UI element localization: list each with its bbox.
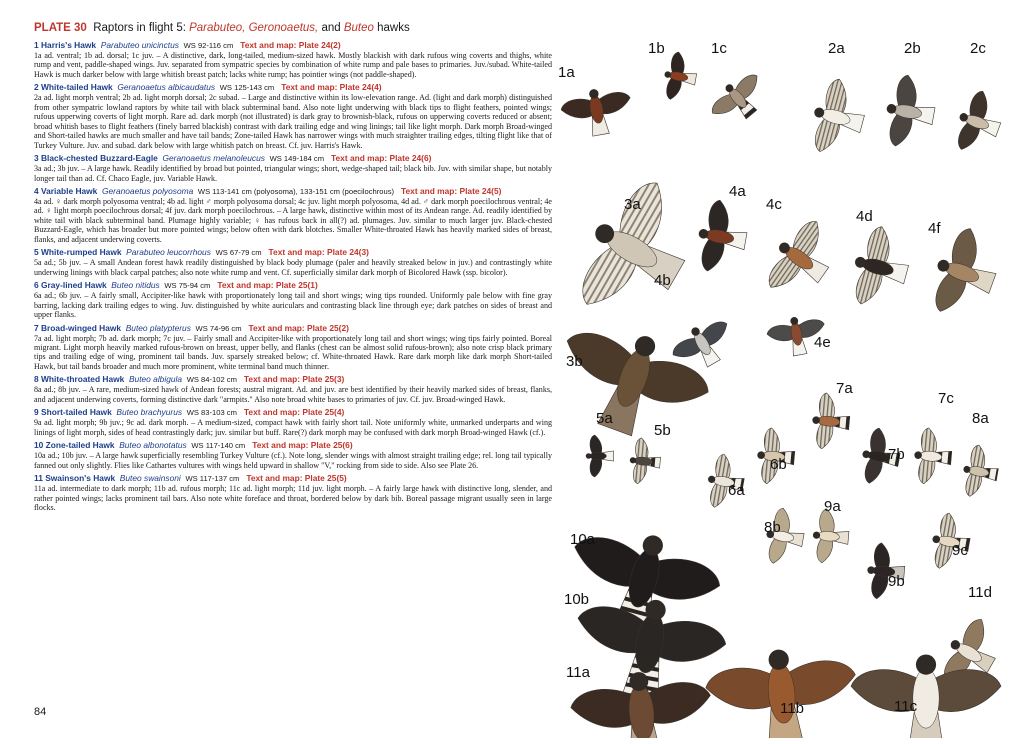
species-number: 6 (34, 280, 39, 291)
species-description: 4a ad. ♀ dark morph polyosoma ventral; 4b ad. light ♂ morph polyosoma dorsal; 4c juv. light morph polyosoma, 4d ad. ♂ dark morph poecilochrous ventral; 4e ad. ♀ light morph poecilochrous dorsal; 4f juv. dark morph poecilochrous. – A large hawk, distinctive within most of its Andean range. Ad. readily identified by white tail with black subterminal band. Plumage highly variable; ♀ has rufous back in all(?) ad. plumages. Juv. similar to much larger juv. Black-chested Buzzard-Eagle, which has broader but more pointed wings; below often with dark blotches. Smaller White-throated Hawk has heavily marked sides of breast, flanks, and adjacent underwing coverts. (34, 196, 552, 244)
figure-label: 4c (766, 196, 782, 213)
species-entry (34, 247, 552, 277)
wingspan: WS 83-103 cm (186, 408, 237, 418)
species-number: 7 (34, 322, 39, 333)
figure-label: 10a (570, 531, 596, 548)
figure-label: 6a (728, 482, 745, 499)
species-heading (34, 40, 552, 51)
species-heading (34, 280, 552, 291)
bird-illustration-7a (810, 392, 852, 451)
figure-label: 1b (648, 40, 665, 57)
figure-label: 7c (938, 390, 954, 407)
species-heading (34, 186, 552, 197)
plate-title-genus: Buteo (343, 22, 374, 34)
figure-label: 5b (654, 422, 671, 439)
figure-label: 9a (824, 498, 841, 515)
wingspan: WS 84-102 cm (186, 375, 237, 385)
plate-title-end: hawks (373, 22, 410, 34)
species-name: Short-tailed Hawk (41, 407, 112, 418)
scientific-name: Buteo brachyurus (116, 407, 183, 418)
species-heading (34, 82, 552, 93)
wingspan: WS 117-140 cm (191, 441, 246, 451)
scientific-name: Buteo nitidus (111, 280, 160, 291)
text-map-reference: Text and map: Plate 24(3) (268, 247, 369, 258)
bird-illustration-9a (811, 508, 851, 565)
plate-header (34, 22, 552, 34)
species-entry (34, 280, 552, 319)
species-name: White-throated Hawk (41, 374, 125, 385)
species-number: 9 (34, 407, 39, 418)
wingspan: WS 67-79 cm (215, 248, 262, 258)
species-name: Swainson's Hawk (45, 473, 116, 484)
figure-label: 10b (564, 591, 590, 608)
bird-illustration-11b (568, 666, 716, 738)
species-description: 7a ad. light morph; 7b ad. dark morph; 7c juv. – Fairly small and Accipiter-like with proportionately long tail and short wings; wing tips fairly pointed. Boreal migrant. Light morph heavily marked rufous-brown on breast, upper belly, and flanks (chest can be almost solid rufous-brown); also note crisp black primary tips and trailing edge of wing, prominent tail bands. Juv. sparsely streaked below; cf. White-throated Hawk. Rare dark morph like dark morph Short-tailed Hawk, but tail bands broader and much more prominent, white terminal band much thinner. (34, 333, 552, 371)
text-map-reference: Text and map: Plate 25(5) (246, 473, 347, 484)
species-entry (34, 473, 552, 512)
scientific-name: Buteo platypterus (125, 322, 191, 333)
species-number: 8 (34, 374, 39, 385)
figure-label: 6b (770, 456, 787, 473)
plate-title: Raptors in flight 5: (93, 22, 190, 34)
species-number: 5 (34, 247, 39, 258)
species-heading (34, 473, 552, 484)
species-entry (34, 186, 552, 244)
text-map-reference: Text and map: Plate 24(4) (281, 82, 382, 93)
scientific-name: Geranoaetus albicaudatus (117, 82, 216, 93)
figure-label: 8a (972, 410, 989, 427)
bird-illustrations (556, 26, 1016, 738)
text-map-reference: Text and map: Plate 24(5) (401, 185, 502, 196)
scientific-name: Parabuteo leucorrhous (126, 247, 211, 258)
wingspan: WS 113-141 cm (polyosoma), 133-151 cm (poecilochrous) (197, 186, 395, 196)
species-entry (34, 82, 552, 150)
figure-label: 2c (970, 40, 986, 57)
plate-illustrations (556, 26, 1016, 738)
species-entry (34, 407, 552, 437)
species-heading (34, 153, 552, 164)
bird-illustration-11c (703, 643, 861, 738)
species-name: Zone-tailed Hawk (45, 440, 115, 451)
text-map-reference: Text and map: Plate 24(2) (240, 40, 341, 50)
species-number: 10 (34, 440, 44, 451)
scientific-name: Geranoaetus polyosoma (102, 185, 194, 196)
figure-label: 9b (888, 573, 905, 590)
wingspan: WS 92-116 cm (183, 41, 234, 50)
figure-label: 4a (729, 183, 746, 200)
text-map-reference: Text and map: Plate 25(3) (243, 374, 345, 385)
bird-illustration-2b (881, 73, 940, 152)
figure-label: 11a (566, 664, 590, 681)
text-map-reference: Text and map: Plate 24(6) (331, 153, 432, 164)
text-map-reference: Text and map: Plate 25(1) (217, 280, 318, 291)
figure-label: 2a (828, 40, 845, 57)
bird-illustration-4b (845, 222, 917, 313)
plate-title-and: and (318, 22, 344, 34)
text-column (34, 22, 552, 515)
bird-illustration-5a (586, 435, 614, 477)
bird-illustration-2c (949, 87, 1009, 159)
species-description: 1a ad. ventral; 1b ad. dorsal; 1c juv. – A distinctive, dark, long-tailed, medium-sized hawk. Mostly blackish with dark rufous wing coverts and thighs, white rump and vent, paddle-shaped wings. Juv. separated from sympatric species by combination of white rump and pale bases to primaries. Juv./subad. White-tailed Hawk is much darker below with large whitish breast patch; lacks white rump; has pointier wings (not paddle-shaped). (34, 51, 552, 79)
species-entry (34, 440, 552, 470)
species-entry (34, 374, 552, 404)
figure-label: 3b (566, 353, 583, 370)
figure-label: 11c (894, 698, 918, 715)
figure-label: 8b (764, 519, 781, 536)
figure-label: 4f (928, 220, 941, 237)
bird-illustration-5b (628, 437, 662, 485)
text-map-reference: Text and map: Plate 25(6) (252, 440, 353, 451)
bird-illustration-2a (805, 75, 872, 160)
species-entry (34, 153, 552, 183)
species-number: 11 (34, 473, 43, 484)
figure-label: 7b (888, 446, 905, 463)
text-map-reference: Text and map: Plate 25(2) (248, 322, 349, 333)
species-name: Gray-lined Hawk (41, 280, 107, 291)
bird-illustration-11d (851, 655, 1001, 739)
wingspan: WS 74-96 cm (195, 323, 242, 333)
figure-label: 4e (814, 334, 831, 351)
scientific-name: Buteo albigula (128, 374, 183, 385)
scientific-name: Geranoaetus melanoleucus (162, 153, 265, 164)
species-heading (34, 247, 552, 258)
plate-label: PLATE 30 (34, 22, 87, 34)
bird-illustration-1a (559, 83, 636, 141)
page-number: 84 (34, 706, 47, 718)
species-heading (34, 407, 552, 418)
species-number: 3 (34, 153, 39, 164)
scientific-name: Parabuteo unicinctus (100, 40, 179, 50)
plate-title-genera: Parabuteo, Geronoaetus, (189, 22, 319, 34)
wingspan: WS 125-143 cm (219, 83, 275, 93)
figure-label: 1c (711, 40, 727, 57)
scientific-name: Buteo swainsoni (119, 473, 181, 484)
species-name: Black-chested Buzzard-Eagle (41, 153, 158, 164)
species-heading (34, 374, 552, 385)
bird-illustration-3a (562, 168, 712, 335)
wingspan: WS 75-94 cm (164, 281, 211, 291)
bird-illustration-8a (959, 443, 1002, 500)
species-number: 1 (34, 40, 39, 50)
species-heading (34, 440, 552, 451)
species-description: 6a ad.; 6b juv. – A fairly small, Accipiter-like hawk with proportionately long tail and short wings; wing tips rounded. Uniformly pale below with fine gray barring, lacking dark trailing edges to wing. Juv. distinguished by white auriculars and contrasting black line through eye; dark patches on sides of breast and upper flanks. (34, 291, 552, 320)
species-description: 11a ad. intermediate to dark morph; 11b ad. rufous morph; 11c ad. light morph; 11d juv. light morph. – A fairly large hawk with distinctive long, slender, and rather pointed wings; lacks prominent tail bars. Also note white foreface and throat, bordered below by dark bib. Boreal passage migrant usually seen in large flocks. (34, 484, 552, 512)
species-entry (34, 40, 552, 79)
species-name: Harris's Hawk (41, 40, 97, 50)
bird-illustration-1c (705, 67, 774, 134)
bird-illustration-7c (912, 427, 954, 486)
species-description: 5a ad.; 5b juv. – A small Andean forest hawk readily distinguished by black body plumage (paler and heavily streaked below in juv.) and contrastingly white underwing linings with black carpal patches; also note white rump and vent. Cf. superficially similar dark morph of Bicolored Hawk (ssp. bicolor). (34, 258, 552, 277)
species-name: Variable Hawk (41, 185, 98, 196)
figure-label: 1a (558, 64, 575, 81)
species-description: 2a ad. light morph ventral; 2b ad. light morph dorsal; 2c subad. – Large and distinctive within its low-elevation range. Ad. (light and dark morph) distinguished from other sympatric lowland raptors by white tail with black subterminal band. Also note light underwing with black tips to flight feathers, pointed wings; rufous upperwing coverts of light morph. Rare ad. dark morph (not illustrated) is dark gray to brownish-black, rufous on upperwing coverts reduced or absent; broad whitish bases to flight feathers (finely barred blackish) contrast with dark trailing edge and wing linings; tail like light morph. Dark morph Broad-winged and Short-tailed hawks are much smaller and have tail bands; Zone-tailed Hawk has narrower wings with much straighter trailing edges, tilting flight like that of Turkey Vulture. Juv. and subad. dark below with large whitish patch on breast. Cf. juv. Harris's Hawk. (34, 93, 552, 150)
figure-label: 4b (654, 272, 671, 289)
figure-label: 11d (968, 584, 992, 601)
figure-label: 5a (596, 410, 613, 427)
bird-illustration-8b (762, 506, 808, 568)
species-number: 2 (34, 82, 39, 93)
bird-illustration-3b (693, 198, 752, 277)
species-name: Broad-winged Hawk (41, 322, 122, 333)
figure-label: 4d (856, 208, 873, 225)
species-heading (34, 323, 552, 334)
bird-illustration-9b (865, 542, 907, 601)
species-description: 9a ad. light morph; 9b juv.; 9c ad. dark morph. – A medium-sized, compact hawk with fairly short tail. Note uniformly white, unmarked underparts and wing linings of light morph, sides of head contrastingly dark; juv. similar but buff. Rare(?) dark morph may be confused with dark morph Broad-winged Hawk (cf.). (34, 418, 552, 437)
figure-label: 11b (780, 700, 804, 717)
bird-illustration-4a (757, 212, 846, 308)
species-description: 10a ad.; 10b juv. – A large hawk superficially resembling Turkey Vulture (cf.). Note long, slender wings with almost straight trailing edge; rel. long tail typically fanned out only slightly. Flies like Cathartes vultures with wings held upward in shallow "V," rocking from side to side. Also see Plate 26. (34, 451, 552, 470)
wingspan: WS 117-137 cm (185, 474, 240, 484)
species-description: 3a ad.; 3b juv. – A large hawk. Readily identified by broad but pointed, triangular wings; short, wedge-shaped tail; black bib. Juv. with similar shape, but notably longer tail than ad. Cf. Chaco Eagle, juv. Variable Hawk. (34, 164, 552, 183)
bird-illustration-1b (660, 50, 699, 103)
species-entries (34, 40, 552, 512)
species-description: 8a ad.; 8b juv. – A rare, medium-sized hawk of Andean forests; austral migrant. Ad. and juv. are best identified by their heavily marked sides of breast, flanks, and adjacent underwing coverts, forming distinctive dark "armpits." Also note broad white bases to primaries of juv. Cf. juv. Broad-winged Hawk. (34, 385, 552, 404)
figure-label: 9c (952, 542, 968, 559)
scientific-name: Buteo albonotatus (119, 440, 187, 451)
text-map-reference: Text and map: Plate 25(4) (243, 407, 345, 418)
figure-label: 3a (624, 196, 641, 213)
wingspan: WS 149-184 cm (269, 154, 325, 164)
bird-illustration-4c (923, 222, 1008, 325)
figure-label: 7a (836, 380, 853, 397)
species-name: White-tailed Hawk (41, 82, 113, 93)
species-name: White-rumped Hawk (41, 247, 122, 258)
figure-label: 2b (904, 40, 921, 57)
species-number: 4 (34, 185, 39, 196)
species-entry (34, 323, 552, 372)
